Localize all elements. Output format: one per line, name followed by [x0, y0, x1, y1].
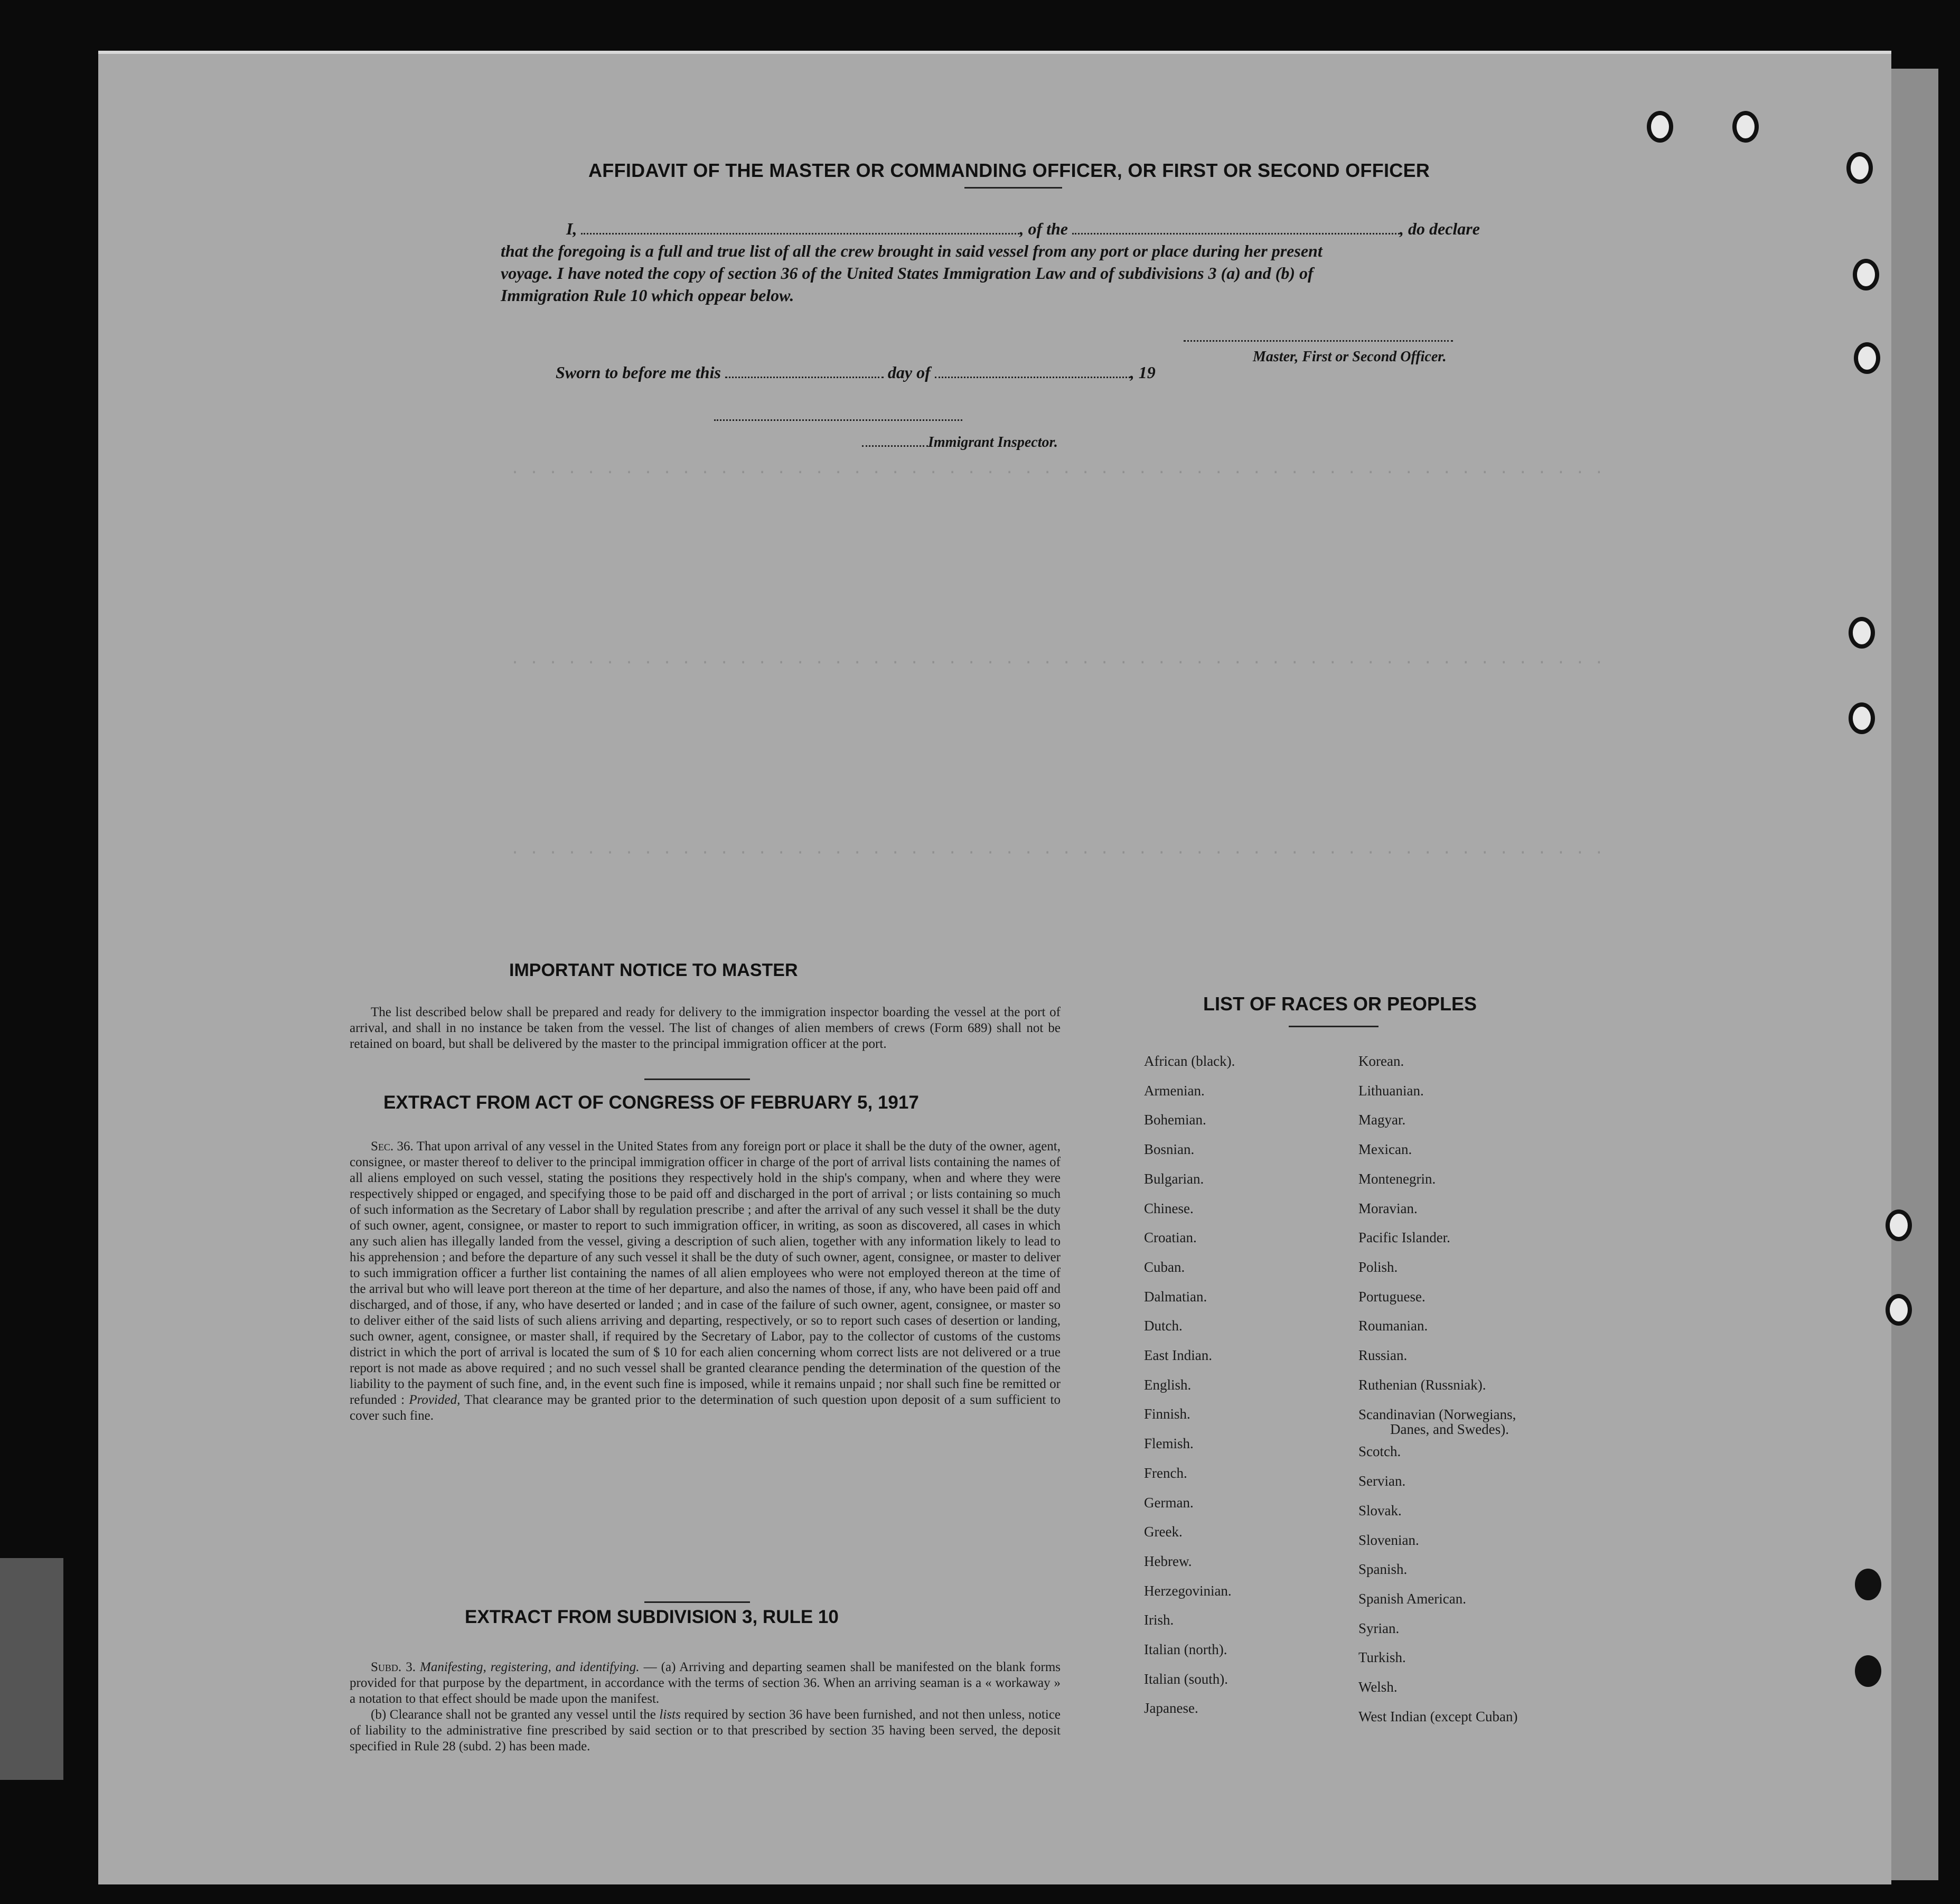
affidavit-line-1 — [566, 218, 1633, 240]
name-blank — [581, 220, 1019, 235]
year-text: , 19 — [1130, 363, 1156, 382]
races-title: LIST OF RACES OR PEOPLES — [1203, 993, 1477, 1015]
race-item: Greek. — [1144, 1524, 1183, 1540]
affidavit-line-4: Immigration Rule 10 which oppear below. — [501, 286, 794, 305]
notice-rule — [644, 1078, 750, 1080]
race-item: Portuguese. — [1358, 1288, 1426, 1305]
race-item: Scandinavian (Norwegians, — [1358, 1406, 1516, 1423]
inspector-label — [862, 432, 1058, 454]
act-title: EXTRACT FROM ACT OF CONGRESS OF FEBRUARY 5, 1917 — [383, 1092, 919, 1113]
race-item: Russian. — [1358, 1347, 1408, 1364]
race-item: Danes, and Swedes). — [1390, 1421, 1509, 1438]
act-provided: Provided, — [409, 1393, 461, 1407]
race-item: Herzegovinian. — [1144, 1582, 1232, 1599]
race-item: Chinese. — [1144, 1200, 1194, 1216]
binder-hole — [1846, 152, 1873, 184]
race-item: Servian. — [1358, 1473, 1406, 1489]
rule-b-text-1: Clearance shall not be granted any vessel until the — [389, 1708, 656, 1722]
race-item: Croatian. — [1144, 1230, 1197, 1246]
act-text — [350, 1139, 1061, 1424]
race-item: Magyar. — [1358, 1112, 1406, 1128]
race-item: Hebrew. — [1144, 1553, 1192, 1569]
race-item: Ruthenian (Russniak). — [1358, 1376, 1486, 1393]
left-edge-strip — [0, 1558, 63, 1780]
race-item: Spanish American. — [1358, 1590, 1466, 1607]
race-item: African (black). — [1144, 1053, 1235, 1069]
rule-title: EXTRACT FROM SUBDIVISION 3, RULE 10 — [465, 1607, 839, 1627]
race-item: Spanish. — [1358, 1561, 1408, 1578]
bleed-through: . . . . . . . . . . . . . . . . . . . . . . . . . . . . . . . . . . . . . . . . . . . . . . . . . . . . . . . . . . — [510, 841, 1604, 859]
race-item: Bulgarian. — [1144, 1170, 1204, 1187]
rule-b-lists: lists — [659, 1708, 681, 1722]
race-item: Slovak. — [1358, 1502, 1402, 1518]
binder-hole — [1854, 342, 1880, 374]
race-item: Armenian. — [1144, 1082, 1205, 1099]
binder-hole — [1855, 1569, 1881, 1600]
race-item: Scotch. — [1358, 1443, 1401, 1460]
race-item: Korean. — [1358, 1053, 1404, 1069]
rule-a-text: Arriving and departing seamen shall be manifested on the blank forms provided for that purpose by the department, in accordance with the terms of section 36. When an arriving seaman is a « workaway » a notation to that effect should be made upon the manifest. — [350, 1660, 1061, 1706]
act-rule — [644, 1601, 750, 1603]
notice-text — [350, 1005, 1061, 1052]
rule-b-text-2: required by section 36 have been furnished, and not then unless, notice of liability to the administrative fine prescribed by said section or to that prescribed by section 35 having been served, the deposit specified in Rule 28 (subd. 2) has been made. — [350, 1708, 1061, 1753]
race-item: Bosnian. — [1144, 1141, 1195, 1158]
rule-subd-label: Subd. 3. — [371, 1660, 416, 1674]
race-item: Montenegrin. — [1358, 1170, 1436, 1187]
sworn-line — [556, 361, 1295, 383]
sworn-text: Sworn to before me this — [556, 363, 721, 382]
inspector-blank — [862, 438, 928, 447]
binder-hole — [1886, 1209, 1912, 1241]
master-signature-label: Master, First or Second Officer. — [1253, 349, 1447, 365]
race-item: Dalmatian. — [1144, 1288, 1207, 1305]
race-item: English. — [1144, 1376, 1192, 1393]
binder-hole — [1855, 1655, 1881, 1687]
affidavit-line-3: voyage. I have noted the copy of section 36 of the United States Immigration Law and of subdivisions 3 (a) and (b) of — [501, 264, 1314, 283]
rule-b-label: (b) — [371, 1708, 387, 1722]
race-item: Flemish. — [1144, 1436, 1194, 1452]
race-item: Welsh. — [1358, 1679, 1398, 1695]
binder-hole — [1732, 111, 1759, 143]
race-item: Italian (north). — [1144, 1642, 1227, 1658]
affidavit-do-declare: , do declare — [1400, 219, 1480, 238]
day-of-text: day of — [887, 363, 931, 382]
binder-hole — [1647, 111, 1673, 143]
race-item: Japanese. — [1144, 1700, 1198, 1717]
affidavit-of-the: , of the — [1019, 219, 1068, 238]
document-page — [98, 51, 1891, 1884]
race-item: Lithuanian. — [1358, 1082, 1424, 1099]
race-item: Dutch. — [1144, 1318, 1183, 1334]
notice-title: IMPORTANT NOTICE TO MASTER — [509, 960, 798, 980]
inspector-signature-line — [714, 414, 962, 421]
affidavit-title: AFFIDAVIT OF THE MASTER OR COMMANDING OFFICER, OR FIRST OR SECOND OFFICER — [588, 160, 1430, 181]
sworn-day-blank — [725, 364, 884, 378]
race-item: West Indian (except Cuban) — [1358, 1708, 1518, 1724]
rule-text — [350, 1659, 1061, 1755]
race-item: East Indian. — [1144, 1347, 1212, 1364]
affidavit-line-2: that the foregoing is a full and true list of all the crew brought in said vessel from any port or place during her present — [501, 241, 1323, 260]
race-item: Roumanian. — [1358, 1318, 1428, 1334]
race-item: Syrian. — [1358, 1620, 1400, 1636]
binder-hole — [1853, 259, 1879, 290]
race-item: Slovenian. — [1358, 1532, 1419, 1548]
races-column-1 — [1144, 1047, 1235, 1723]
act-section-label: Sec. 36. — [371, 1139, 414, 1153]
races-column-2 — [1358, 1047, 1517, 1731]
binder-hole — [1886, 1294, 1912, 1326]
race-item: Polish. — [1358, 1259, 1398, 1275]
race-item: Pacific Islander. — [1358, 1230, 1450, 1246]
act-section-end: That clearance may be granted prior to the determination of such question upon deposit of a sum sufficient to cover such fine. — [350, 1393, 1061, 1423]
races-rule — [1289, 1026, 1378, 1027]
act-section-text: That upon arrival of any vessel in the United States from any foreign port or place it shall be the duty of the owner, agent, consignee, or master thereof to deliver to the principal immigration officer in charge of the port of arrival lists containing the names of all aliens employed on such vessel, stating the positions they respectively hold in the ship's company, when and where they were respectively shipped or engaged, and specifying those to be paid off and discharged in the port of arrival ; or lists containing so much of such information as the Secretary of Labor shall by regulation prescribe ; and after the arrival of any such vessel it shall be the duty of such owner, agent, consignee, or master to report to such immigration officer, in writing, as soon as discovered, all cases in which any such alien has illegally landed from the vessel, giving a description of such alien, together with any information likely to lead to his apprehension ; and before the departure of any such vessel it shall be the duty of such owner, agent, consignee, or master to deliver to such immigration officer a further list containing the names of all alien employees who were not employed thereon at the time of the arrival but who will leave port thereon at the time of her departure, and also the names of those, if any, who have been paid off and discharged, and of those, if any, who have deserted or landed ; and in case of the failure of such owner, agent, consignee, or master so to deliver either of the said lists of such aliens arriving and departing, respectively, or so to report such cases of desertion or landing, such owner, agent, consignee, or master shall, if required by the Secretary of Labor, pay to the collector of customs of the customs district in which the port of arrival is located the sum of $ 10 for each alien concerning whom correct lists are not delivered or a true report is not made as above required ; and no such vessel shall be granted clearance pending the determination of the question of the liability to the payment of such fine, and, in the event such fine is imposed, while it remains unpaid ; nor shall such fine be remitted or refunded : — [350, 1139, 1061, 1407]
race-item: French. — [1144, 1465, 1187, 1481]
rule-a-label: — (a) — [643, 1660, 676, 1674]
affidavit-pronoun: I, — [566, 219, 577, 238]
sworn-month-blank — [935, 364, 1130, 378]
binder-hole — [1849, 617, 1875, 649]
affidavit-title-rule — [964, 187, 1062, 189]
race-item: Turkish. — [1358, 1649, 1406, 1666]
bleed-through: . . . . . . . . . . . . . . . . . . . . . . . . . . . . . . . . . . . . . . . . . . . . . . . . . . . . . . . . . . — [510, 461, 1604, 479]
race-item: Italian (south). — [1144, 1671, 1228, 1687]
bleed-through: . . . . . . . . . . . . . . . . . . . . . . . . . . . . . . . . . . . . . . . . . . . . . . . . . . . . . . . . . . — [510, 651, 1604, 669]
notice-paragraph: The list described below shall be prepared and ready for delivery to the immigration inspector boarding the vessel at the port of arrival, and shall in no instance be taken from the vessel. The list of changes of alien members of crews (Form 689) shall not be retained on board, but shall be delivered by the master to the principal immigration officer at the port. — [350, 1005, 1061, 1051]
master-signature-line — [1184, 335, 1453, 342]
race-item: Moravian. — [1358, 1200, 1418, 1216]
race-item: Finnish. — [1144, 1406, 1190, 1422]
vessel-blank — [1072, 220, 1400, 235]
race-item: German. — [1144, 1494, 1194, 1511]
race-item: Irish. — [1144, 1612, 1174, 1628]
binder-hole — [1849, 702, 1875, 734]
race-item: Mexican. — [1358, 1141, 1412, 1158]
race-item: Bohemian. — [1144, 1112, 1206, 1128]
inspector-text: Immigrant Inspector. — [928, 434, 1058, 451]
rule-subd-heading: Manifesting, registering, and identifying. — [420, 1660, 640, 1674]
race-item: Cuban. — [1144, 1259, 1185, 1275]
